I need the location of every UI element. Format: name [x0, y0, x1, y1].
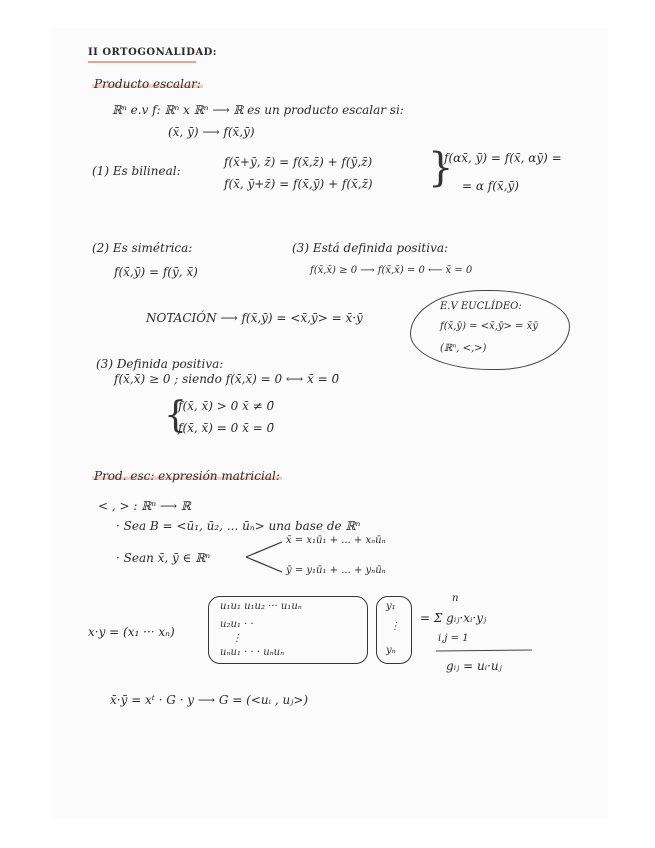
euclidean-eq: f(x̄,ȳ) = <x̄,ȳ> = x̄ȳ	[440, 321, 538, 332]
property-1-eq-1: f(x̄+ȳ, z̄) = f(x̄,z̄) + f(ȳ,z̄)	[224, 155, 373, 169]
property-3a-label: (3) Está definida positiva:	[292, 241, 449, 255]
xy-lhs: x·y = (x₁ ··· xₙ)	[88, 625, 175, 639]
property-3b-case-1: f(x̄, x̄) > 0 x̄ ≠ 0̄	[178, 399, 275, 413]
basis-line: · Sea B = <ū₁, ū₂, ... ūₙ> una base de ℝⁿ	[116, 519, 361, 533]
title-underline	[88, 60, 198, 64]
property-3b-case-2: f(x̄, x̄) = 0 x̄ = 0̄	[178, 421, 275, 435]
property-1-brace: }	[428, 145, 454, 191]
property-3b-label: (3) Definida positiva:	[96, 357, 224, 371]
sum-underline	[436, 648, 536, 654]
property-3a-eq: f(x̄,x̄) ≥ 0 ⟶ f(x̄,x̄) = 0 ⟵ x̄ = 0	[310, 265, 473, 276]
definition-line-1: ℝⁿ e.v f: ℝⁿ x ℝⁿ ⟶ ℝ es un producto escalar si:	[112, 103, 404, 117]
matrix-row-1: u₁u₁ u₁u₂ ··· u₁uₙ	[220, 601, 302, 612]
property-1-eq-4: = α f(x̄,ȳ)	[462, 179, 519, 193]
sum-expression: = Σ gᵢⱼ·xᵢ·yⱼ	[420, 611, 487, 625]
property-2-eq: f(x̄,ȳ) = f(ȳ, x̄)	[114, 265, 198, 279]
matrix-row-3: ⋮	[232, 633, 242, 644]
branch-arrows	[246, 538, 286, 576]
euclidean-title: E.V EUCLÍDEO:	[440, 301, 522, 312]
inner-product-map: < , > : ℝⁿ ⟶ ℝ	[98, 499, 191, 513]
final-expression: x̄·ȳ = xᵗ · G · y ⟶ G = (<uᵢ , uⱼ>)	[110, 693, 309, 707]
vectors-line: · Sean x̄, ȳ ∈ ℝⁿ	[116, 551, 211, 565]
y-expansion: ȳ = y₁ū₁ + ... + yₙūₙ	[286, 565, 386, 576]
colvec-mid: ⋮	[390, 621, 400, 632]
euclidean-pair: (ℝⁿ, <,>)	[440, 343, 487, 354]
colvec-top: y₁	[386, 601, 396, 612]
matrix-row-2: u₂u₁ · ·	[220, 619, 254, 630]
sum-upper-limit: n	[452, 593, 459, 604]
matrix-row-4: uₙu₁ · · · uₙuₙ	[220, 647, 285, 658]
property-1-label: (1) Es bilineal:	[92, 164, 181, 178]
section-heading-matricial: Prod. esc: expresión matricial:	[94, 469, 280, 483]
colvec-bot: yₙ	[386, 645, 396, 656]
property-2-label: (2) Es simétrica:	[92, 241, 193, 255]
gij-definition: gᵢⱼ = uᵢ·uⱼ	[446, 659, 502, 673]
sum-lower-limit: i,j = 1	[438, 633, 469, 644]
property-1-eq-2: f(x̄, ȳ+z̄) = f(x̄,ȳ) + f(x̄,z̄)	[224, 177, 373, 191]
section-heading-producto-escalar: Producto escalar:	[94, 77, 201, 91]
page-title: II ORTOGONALIDAD:	[88, 47, 217, 58]
property-1-eq-3: f(αx̄, ȳ) = f(x̄, αȳ) =	[444, 151, 562, 165]
x-expansion: x̄ = x₁ū₁ + ... + xₙūₙ	[286, 535, 386, 546]
property-3b-eq: f(x̄,x̄) ≥ 0 ; siendo f(x̄,x̄) = 0 ⟷ x̄ = 0̄	[114, 372, 340, 386]
definition-line-2: (x̄, ȳ) ⟶ f(x̄,ȳ)	[168, 125, 255, 139]
notation-line: NOTACIÓN ⟶ f(x̄,ȳ) = <x̄,ȳ> = x̄·ȳ	[146, 311, 363, 325]
property-3b-brace: {	[164, 395, 187, 436]
